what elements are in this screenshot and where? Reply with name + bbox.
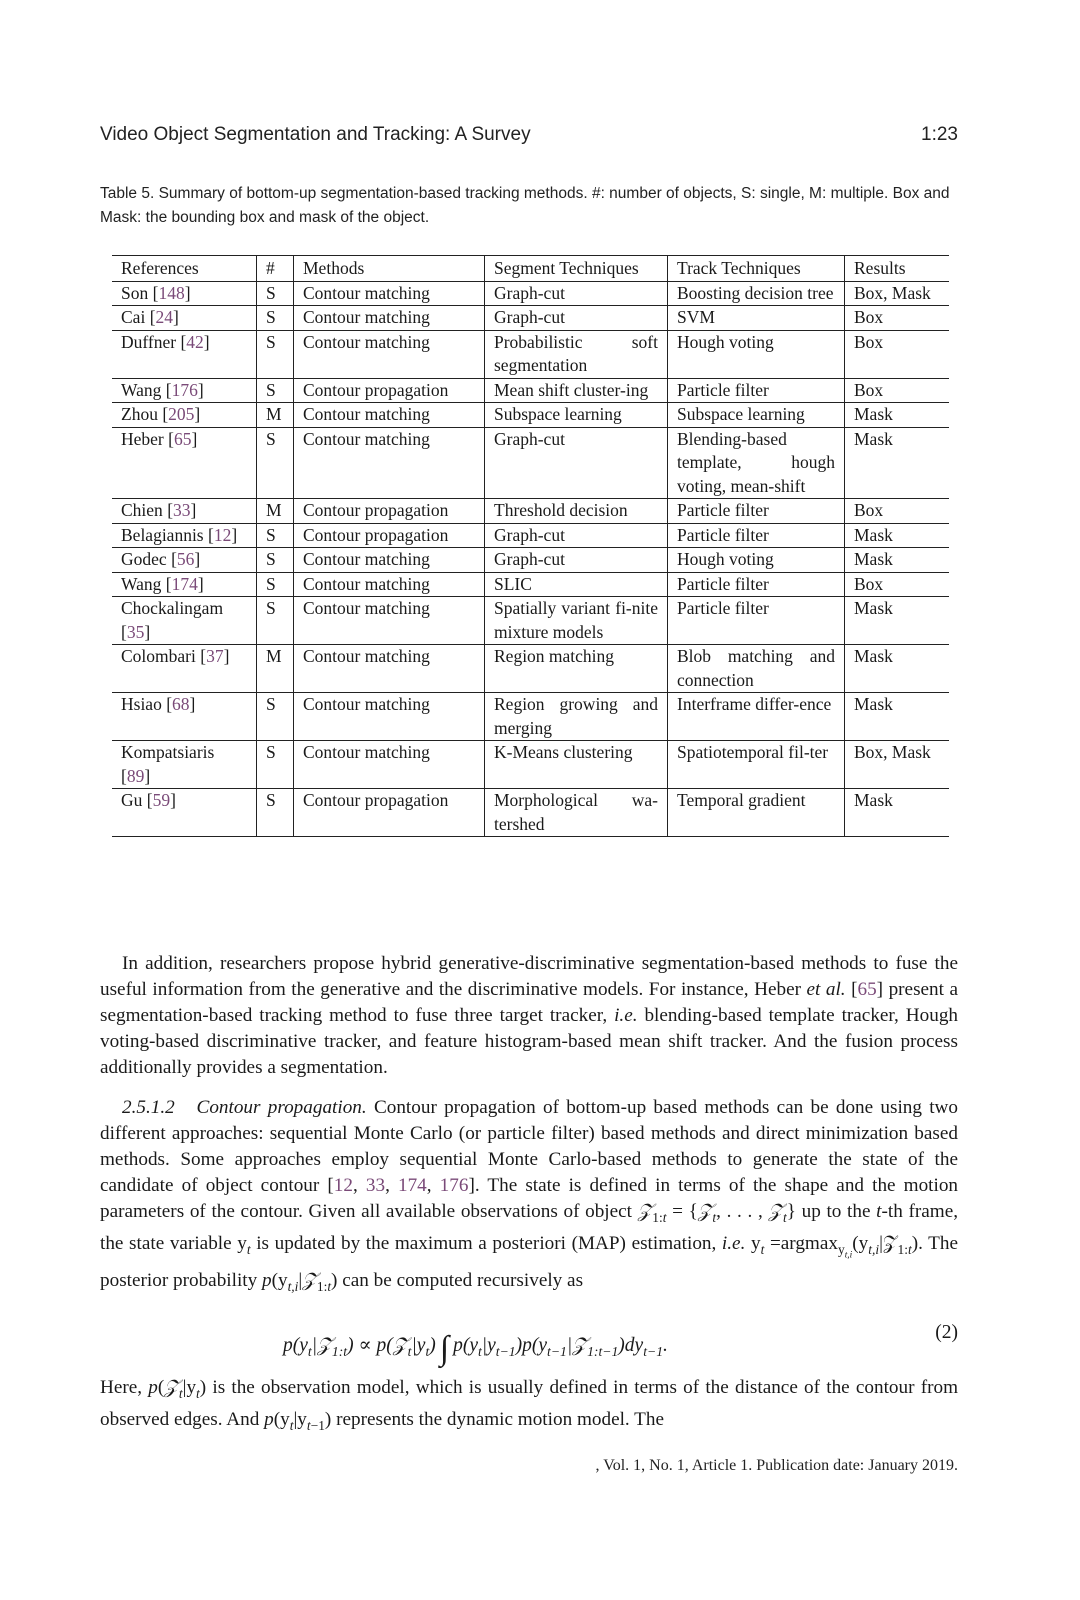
citation-link[interactable]: 176 <box>171 379 198 400</box>
track-technique-cell: Spatiotemporal fil-ter <box>668 741 845 789</box>
table-row <box>112 403 949 428</box>
segment-technique-cell: Graph-cut <box>485 427 668 499</box>
segment-technique-cell: Spatially variant fi-nite mixture models <box>485 597 668 645</box>
citation-link[interactable]: 65 <box>857 979 877 1000</box>
track-technique-cell: Hough voting <box>668 330 845 378</box>
track-technique-cell: Particle filter <box>668 572 845 597</box>
citation-link[interactable]: 59 <box>152 790 171 810</box>
result-cell: Mask <box>845 645 950 693</box>
author-name: Chien <box>121 500 163 520</box>
track-technique-cell: Particle filter <box>668 523 845 548</box>
publication-footer: , Vol. 1, No. 1, Article 1. Publication date: January 2019. <box>595 1457 958 1474</box>
result-cell: Mask <box>845 427 950 499</box>
integral-symbol: ∫ <box>439 1330 450 1367</box>
track-technique-cell: SVM <box>668 306 845 331</box>
num-objects-cell: S <box>257 597 294 645</box>
method-cell: Contour matching <box>294 403 485 428</box>
result-cell: Box, Mask <box>845 741 950 789</box>
segment-technique-cell: SLIC <box>485 572 668 597</box>
method-cell: Contour matching <box>294 572 485 597</box>
result-cell: Mask <box>845 403 950 428</box>
result-cell: Box <box>845 499 950 524</box>
citation-link[interactable]: 56 <box>176 549 195 569</box>
reference-cell: Colombari [37] <box>112 645 257 693</box>
table-row <box>112 499 949 524</box>
segment-technique-cell: K-Means clustering <box>485 741 668 789</box>
citation-link[interactable]: 42 <box>186 331 204 352</box>
track-technique-cell: Interframe differ-ence <box>668 693 845 741</box>
author-name: Colombari <box>121 646 196 666</box>
method-cell: Contour matching <box>294 330 485 378</box>
num-objects-cell: S <box>257 548 294 573</box>
equation-number: (2) <box>935 1322 958 1343</box>
segment-technique-cell: Morphological wa-tershed <box>485 789 668 837</box>
citation-link[interactable]: 12 <box>213 524 232 545</box>
author-name: Duffner <box>121 331 177 352</box>
num-objects-cell: S <box>257 523 294 548</box>
result-cell: Mask <box>845 789 950 837</box>
reference-cell: Son [148] <box>112 281 257 306</box>
author-name: Chockalingam <box>121 598 224 618</box>
num-objects-cell: S <box>257 693 294 741</box>
method-cell: Contour matching <box>294 427 485 499</box>
method-cell: Contour matching <box>294 548 485 573</box>
result-cell: Box <box>845 306 950 331</box>
running-head-title: Video Object Segmentation and Tracking: A Survey <box>100 124 531 145</box>
segment-technique-cell: Graph-cut <box>485 523 668 548</box>
citation-link[interactable]: 89 <box>126 765 145 786</box>
author-name: Hsiao <box>121 694 162 714</box>
reference-cell: Wang [174] <box>112 572 257 597</box>
reference-cell: Belagiannis [12] <box>112 523 257 548</box>
method-cell: Contour matching <box>294 597 485 645</box>
reference-cell: Godec [56] <box>112 548 257 573</box>
method-cell: Contour propagation <box>294 523 485 548</box>
segment-technique-cell: Graph-cut <box>485 306 668 331</box>
result-cell: Box <box>845 330 950 378</box>
result-cell: Box, Mask <box>845 281 950 306</box>
table-row <box>112 330 949 378</box>
table-caption: Table 5. Summary of bottom-up segmentation-based tracking methods. #: number of objects, S: single, M: multiple. Box and Mask: the bounding box and mask of the object. <box>100 185 950 226</box>
segment-technique-cell: Graph-cut <box>485 281 668 306</box>
track-technique-cell: Hough voting <box>668 548 845 573</box>
segment-technique-cell: Region growing and merging <box>485 693 668 741</box>
method-cell: Contour propagation <box>294 378 485 403</box>
reference-cell: Kompatsiaris [89] <box>112 741 257 789</box>
citation-link[interactable]: 33 <box>365 1175 386 1196</box>
table-row <box>112 378 949 403</box>
author-name: Son <box>121 282 149 303</box>
result-cell: Mask <box>845 597 950 645</box>
table-row <box>112 693 949 741</box>
citation-link[interactable]: 148 <box>158 282 185 303</box>
paragraph-contour-propagation: 2.5.1.2 Contour propagation. Contour propagation of bottom-up based methods can be done using two different approaches: sequential Monte Carlo (or particle filter) based methods and direct minimization based methods. Some approaches employ sequential Monte Carlo-based methods to generate the state of the candidate of object contour [12, 33, 174, 176]. The state is defined in terms of the shape and the motion parameters of the contour. Given all available observations of object 𝒵$_{1:t}$ = {𝒵$_t$, . . . , 𝒵$_t$} up to the t-th frame, the state variable $y_t$ is updated by the maximum a posteriori (MAP) estimation, i.e. $y_t$ $=argmax_{y_{t,i}}(y_{t,i}|𝒵_{1:t})$. The posterior probability $p(y_{t,i}|𝒵_{1:t})$ can be computed recursively as <box>100 1097 959 1295</box>
section-title: Contour propagation. <box>196 1097 367 1118</box>
num-objects-cell: S <box>257 427 294 499</box>
result-cell: Mask <box>845 523 950 548</box>
header-references: References <box>112 256 257 282</box>
header-track-techniques: Track Techniques <box>668 256 845 282</box>
num-objects-cell: S <box>257 306 294 331</box>
method-cell: Contour propagation <box>294 499 485 524</box>
author-name: Cai <box>121 307 146 327</box>
paragraph-observation-model: Here, $p(𝒵_t|y_t)$ is the observation model, which is usually defined in terms of the distance of the contour from observed edges. And $p(y_t|y_{t-1})$ represents the dynamic motion model. The <box>100 1377 958 1433</box>
track-technique-cell: Particle filter <box>668 378 845 403</box>
header-results: Results <box>845 256 950 282</box>
num-objects-cell: S <box>257 378 294 403</box>
segment-technique-cell: Threshold decision <box>485 499 668 524</box>
track-technique-cell: Blending-based template, hough voting, mean-shift <box>668 427 845 499</box>
table-row <box>112 281 949 306</box>
reference-cell: Chockalingam [35] <box>112 597 257 645</box>
table-row <box>112 548 949 573</box>
method-cell: Contour matching <box>294 741 485 789</box>
paragraph-hybrid-methods: In addition, researchers propose hybrid generative-discriminative segmentation-based methods to fuse the useful information from the generative and the discriminative models. For instance, Heber et al. [65] present a segmentation-based tracking method to fuse three target tracker, i.e. blending-based template tracker, Hough voting-based discriminative tracker, and feature histogram-based mean shift tracker. And the fusion process additionally provides a segmentation. <box>100 953 959 1078</box>
header-segment-techniques: Segment Techniques <box>485 256 668 282</box>
reference-cell: Heber [65] <box>112 427 257 499</box>
citation-link[interactable]: 174 <box>397 1175 427 1196</box>
reference-cell: Cai [24] <box>112 306 257 331</box>
result-cell: Box <box>845 572 950 597</box>
num-objects-cell: S <box>257 789 294 837</box>
author-name: Belagiannis <box>121 524 204 545</box>
track-technique-cell: Particle filter <box>668 597 845 645</box>
method-cell: Contour propagation <box>294 789 485 837</box>
section-number: 2.5.1.2 <box>122 1097 175 1118</box>
segment-technique-cell: Probabilistic soft segmentation <box>485 330 668 378</box>
citation-link[interactable]: 35 <box>126 621 145 642</box>
table-header-row <box>112 256 949 282</box>
author-name: Wang <box>121 573 162 594</box>
track-technique-cell: Subspace learning <box>668 403 845 428</box>
citation-link[interactable]: 37 <box>206 646 224 666</box>
track-technique-cell: Temporal gradient <box>668 789 845 837</box>
method-cell: Contour matching <box>294 306 485 331</box>
citation-link[interactable]: 65 <box>173 428 192 449</box>
track-technique-cell: Boosting decision tree <box>668 281 845 306</box>
track-technique-cell: Blob matching and connection <box>668 645 845 693</box>
citation-link[interactable]: 12 <box>333 1175 353 1196</box>
reference-cell: Hsiao [68] <box>112 693 257 741</box>
table-row <box>112 645 949 693</box>
summary-table <box>112 255 949 837</box>
author-name: Heber <box>121 428 164 449</box>
reference-cell: Gu [59] <box>112 789 257 837</box>
table-row <box>112 741 949 789</box>
segment-technique-cell: Graph-cut <box>485 548 668 573</box>
table-row <box>112 427 949 499</box>
num-objects-cell: M <box>257 645 294 693</box>
table-row <box>112 523 949 548</box>
num-objects-cell: S <box>257 330 294 378</box>
reference-cell: Chien [33] <box>112 499 257 524</box>
num-objects-cell: S <box>257 741 294 789</box>
method-cell: Contour matching <box>294 645 485 693</box>
author-name: Wang <box>121 379 162 400</box>
author-name: Zhou <box>121 404 158 424</box>
equation-body: $p(y_t|𝒵_{1:t})$ ∝ $p(𝒵_t|y_t)$ ∫ $p(y_t|y_{t-1})p(y_{t-1}|𝒵_{1:t-1})dy_{t-1}$. <box>283 1330 668 1367</box>
segment-technique-cell: Subspace learning <box>485 403 668 428</box>
segment-technique-cell: Mean shift cluster-ing <box>485 378 668 403</box>
reference-cell: Duffner [42] <box>112 330 257 378</box>
citation-link[interactable]: 68 <box>172 694 190 714</box>
table-row <box>112 597 949 645</box>
author-name: Kompatsiaris <box>121 742 215 762</box>
header-methods: Methods <box>294 256 485 282</box>
num-objects-cell: M <box>257 403 294 428</box>
method-cell: Contour matching <box>294 281 485 306</box>
reference-cell: Zhou [205] <box>112 403 257 428</box>
table-row <box>112 789 949 837</box>
citation-link[interactable]: 24 <box>155 307 174 327</box>
num-objects-cell: S <box>257 572 294 597</box>
result-cell: Mask <box>845 548 950 573</box>
running-head <box>100 124 958 146</box>
result-cell: Mask <box>845 693 950 741</box>
citation-link[interactable]: 174 <box>171 573 198 594</box>
table-row <box>112 572 949 597</box>
num-objects-cell: M <box>257 499 294 524</box>
author-name: Gu <box>121 790 143 810</box>
table-body <box>112 281 949 837</box>
reference-cell: Wang [176] <box>112 378 257 403</box>
table-row <box>112 306 949 331</box>
result-cell: Box <box>845 378 950 403</box>
page-number: 1:23 <box>921 124 958 145</box>
header-num-objects: # <box>257 256 294 282</box>
author-name: Godec <box>121 549 167 569</box>
segment-technique-cell: Region matching <box>485 645 668 693</box>
num-objects-cell: S <box>257 281 294 306</box>
method-cell: Contour matching <box>294 693 485 741</box>
track-technique-cell: Particle filter <box>668 499 845 524</box>
citation-link[interactable]: 205 <box>168 404 195 424</box>
citation-link[interactable]: 176 <box>439 1175 469 1196</box>
citation-link[interactable]: 33 <box>173 500 191 520</box>
